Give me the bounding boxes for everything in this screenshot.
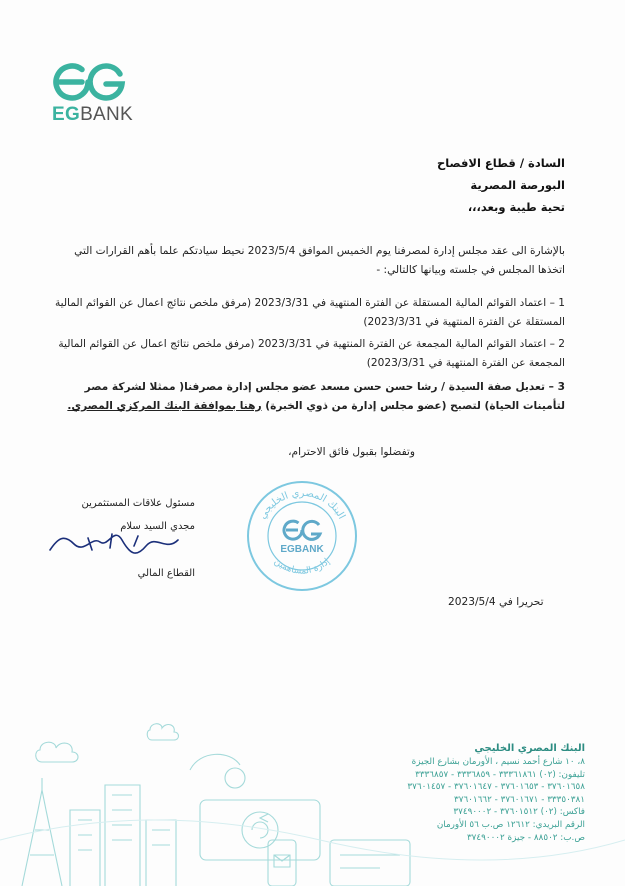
decision-item-3 xyxy=(45,378,565,416)
decision-item-2: 2 – اعتماد القوائم المالية المجمعة عن الفترة المنتهية في 2023/3/31 (مرفق ملخص نتائج اعمال عن القوائم المالية المجمعة عن الفترة المنتهية في 2023/3/31) xyxy=(58,338,565,369)
issue-date: تحريرا في 2023/5/4 xyxy=(448,596,544,608)
signatory-title: مسئول علاقات المستثمرين xyxy=(81,498,195,509)
decision-item-3-condition: رهنا بموافقة البنك المركزي المصري. xyxy=(67,400,262,412)
handwritten-signature xyxy=(38,530,188,560)
intro-paragraph: بالإشارة الى عقد مجلس إدارة لمصرفنا يوم الخميس الموافق 2023/5/4 نحيط سيادتكم علما بأهم القرارات التي اتخذها المجلس في جلسته وبيانها كالتالي: - xyxy=(74,245,565,276)
stamp-top-text: البنك المصري الخليجي xyxy=(257,487,347,522)
closing-line: وتفضلوا بقبول فائق الاحترام، xyxy=(288,446,415,458)
footer-fax-line: فاكس: (٠٢) ٣٧٦٠١٥١٢ - ٣٧٤٩٠٠٠٢ xyxy=(453,807,585,818)
egbank-logo xyxy=(52,62,142,126)
stamp-brand: EGBANK xyxy=(280,544,324,555)
stamp-eg-icon xyxy=(284,521,320,539)
stamp-bottom-text: إدارة المساهمين xyxy=(271,556,333,577)
footer-bank-name: البنك المصري الخليجي xyxy=(474,743,585,754)
decision-item-3-text: 3 – تعديل صفة السيدة / رشا حسن حسن مسعد عضو مجلس إدارة مصرفنا( ممثلا لشركة مصر لتأمينات الحياة) لتصبح (عضو مجلس إدارة من ذوي الخبرة) xyxy=(84,381,565,412)
footer-postal-line: الرقم البريدي: ١٢٦١٢ ص.ب ٥٦ الأورمان xyxy=(436,819,585,830)
footer-phone-line: تليفون: (٠٢) ٣٣٣٦١٨٦١ - ٣٣٣٦٨٥٩ - ٣٣٣٦٨٥٧ xyxy=(415,769,585,780)
shareholders-stamp xyxy=(242,478,362,594)
eg-logo-icon xyxy=(52,62,128,102)
signatory-department: القطاع المالي xyxy=(137,568,195,579)
footer-phone-line: ٣٧٦٠١٦٥٨ - ٣٧٦٠١٦٥٣ - ٣٧٦٠١٦٤٧ - ٣٧٦٠١٤٥٧ xyxy=(407,782,585,793)
footer-address-line: ٨، ١٠ شارع أحمد نسيم ، الأورمان بشارع الجيزة xyxy=(411,757,585,767)
decision-item-1: 1 – اعتماد القوائم المالية المستقلة عن الفترة المنتهية في 2023/3/31 (مرفق ملخص نتائج اعمال عن القوائم المالية المستقلة عن الفترة المنتهية في 2023/3/31) xyxy=(54,297,565,328)
addressee-line: البورصة المصرية xyxy=(470,178,565,192)
addressee-line: السادة / قطاع الافصاح xyxy=(436,156,565,170)
footer-phone-line: ٣٣٣٥٠٣٨١ - ٣٧٦٠١٦٧١ - ٣٧٦٠١٦٦٢ xyxy=(454,794,585,805)
footer-contact xyxy=(305,742,585,844)
signatory-name: مجدي السيد سلام xyxy=(120,521,195,532)
addressee-block xyxy=(265,152,565,218)
logo-wordmark: EGBANK xyxy=(52,104,134,125)
footer-pobox-line: ص.ب: ٨٨٥٠٢ - جيزة ٣٧٤٩٠٠٠٢ xyxy=(466,832,585,843)
greeting-line: تحية طيبة وبعد،،، xyxy=(467,200,565,214)
